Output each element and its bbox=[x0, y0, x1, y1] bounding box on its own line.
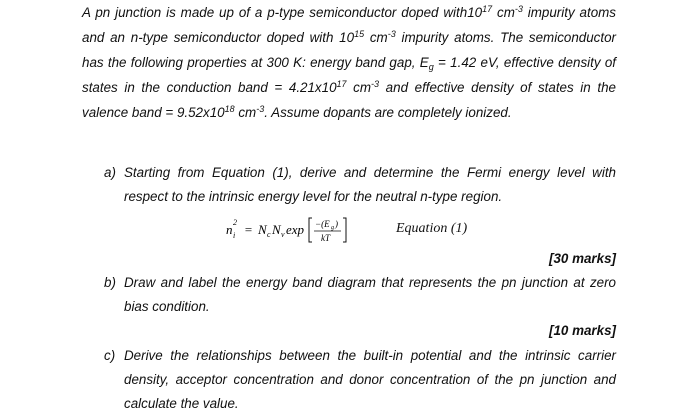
eq-lhs-base: n bbox=[226, 222, 233, 237]
item-b-letter: b) bbox=[104, 275, 116, 290]
band-gap-subscript: g bbox=[428, 62, 434, 72]
valence-band-exponent: 18 bbox=[224, 104, 235, 114]
unit-exponent: -3 bbox=[387, 29, 396, 39]
eq-equals: = bbox=[244, 222, 253, 237]
eq-lhs-sub: i bbox=[233, 231, 236, 240]
unit-exponent: -3 bbox=[256, 104, 265, 114]
intro-text-2: impurity atoms and an n-type semiconductor doped with bbox=[82, 5, 616, 45]
eq-exp: exp bbox=[286, 222, 305, 237]
unit-cm: cm bbox=[497, 5, 515, 20]
intro-text-1: A pn junction is made up of a p-type semiconductor doped with bbox=[82, 5, 468, 20]
donor-exponent: 15 bbox=[354, 29, 365, 39]
item-b-text: Draw and label the energy band diagram that represents the pn junction at zero bias condition. bbox=[124, 275, 616, 314]
eq-left-bracket bbox=[309, 218, 312, 242]
unit-cm: cm bbox=[238, 105, 257, 120]
intro-text-4: = 1.42 eV, effective density of states in the conduction band = bbox=[82, 55, 616, 95]
equation-1 bbox=[226, 214, 526, 248]
acceptor-exponent: 17 bbox=[482, 4, 493, 14]
intro-paragraph bbox=[82, 0, 616, 125]
eq-numerator: −(E bbox=[315, 219, 330, 229]
eq-nc: N bbox=[258, 222, 267, 237]
equation-1-formula bbox=[226, 214, 376, 248]
item-c-letter: c) bbox=[104, 348, 116, 363]
item-c-text: Derive the relationships between the built-in potential and the intrinsic carrier density, acceptor concentration and donor concentration of the pn junction and calculate the value. bbox=[124, 348, 616, 411]
eq-numerator-sub: g bbox=[331, 225, 334, 231]
item-a-marks: [30 marks] bbox=[549, 251, 616, 266]
acceptor-concentration: 10 bbox=[467, 5, 483, 20]
conduction-band-dos: 4.21x10 bbox=[288, 80, 337, 95]
eq-nv: N bbox=[272, 222, 281, 237]
intro-text-3: impurity atoms. The semiconductor has the following properties at 300 K: energy band gap, E bbox=[82, 30, 616, 70]
eq-nc-sub: c bbox=[267, 230, 271, 239]
item-a-letter: a) bbox=[104, 165, 116, 180]
unit-cm: cm bbox=[369, 30, 388, 45]
conduction-band-exponent: 17 bbox=[336, 79, 347, 89]
unit-cm: cm bbox=[353, 80, 372, 95]
valence-band-dos: 9.52x10 bbox=[176, 105, 225, 120]
unit-exponent: -3 bbox=[514, 4, 523, 14]
item-b-marks: [10 marks] bbox=[549, 323, 616, 338]
equation-1-label: Equation (1) bbox=[396, 221, 468, 236]
eq-lhs-sup: 2 bbox=[233, 218, 237, 227]
item-a-text: Starting from Equation (1), derive and determine the Fermi energy level with respect to the intrinsic energy level for the neutral n-type region. bbox=[124, 165, 616, 204]
eq-numerator-close: ) bbox=[335, 219, 338, 229]
eq-denominator: kT bbox=[321, 233, 330, 243]
intro-text-5: and effective density of states in the valence band = bbox=[82, 80, 616, 120]
eq-nv-sub: v bbox=[281, 230, 285, 239]
unit-exponent: -3 bbox=[371, 79, 380, 89]
donor-concentration: 10 bbox=[339, 30, 355, 45]
intro-text-6: . Assume dopants are completely ionized. bbox=[264, 105, 512, 120]
eq-right-bracket bbox=[343, 218, 346, 242]
